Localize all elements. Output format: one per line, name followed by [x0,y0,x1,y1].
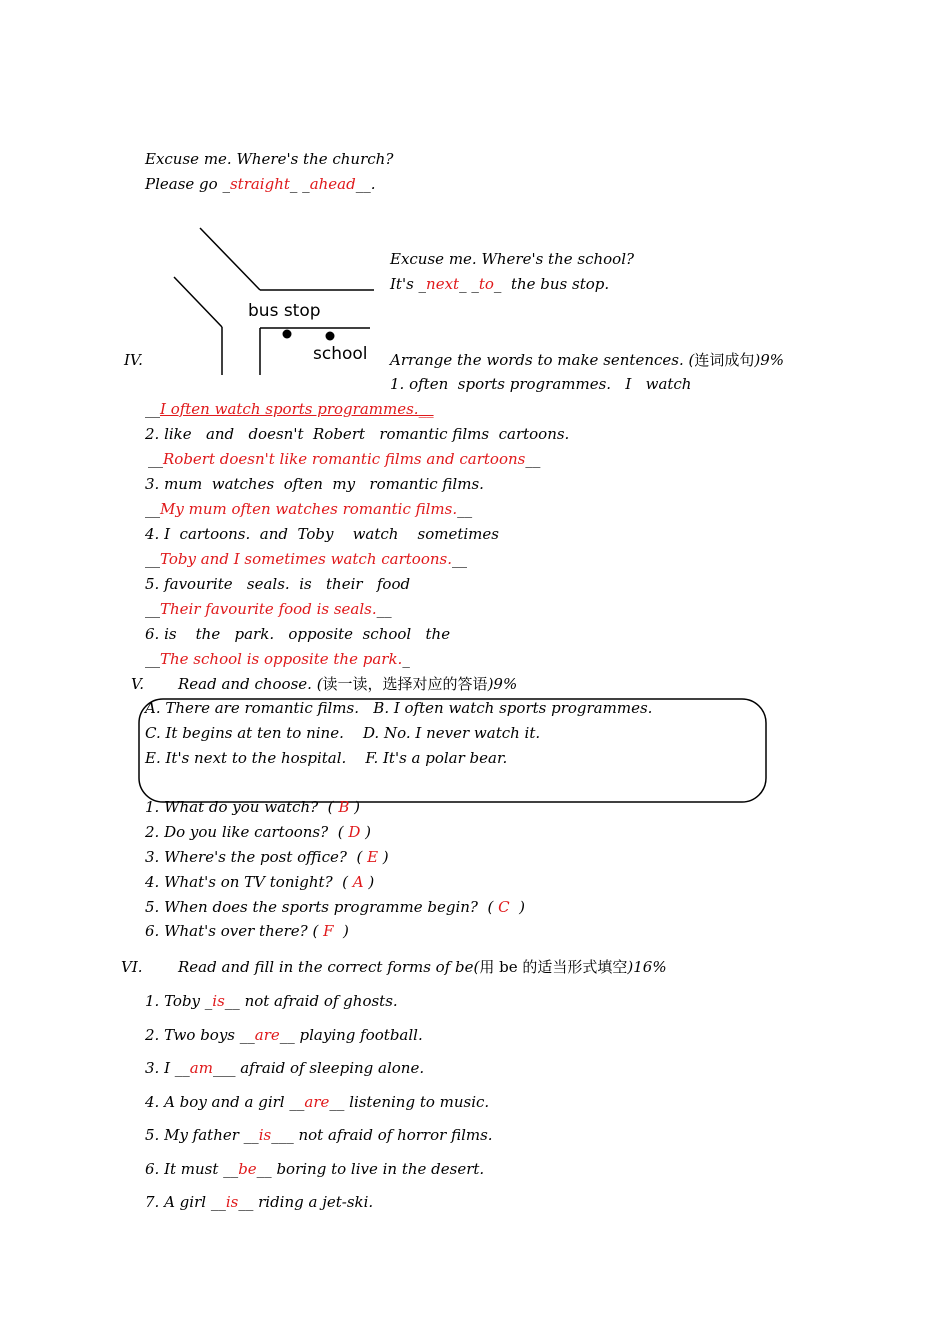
bus-stop-label: bus stop [248,301,321,321]
blank-underscore: __ [457,500,473,518]
blank-underscore: __ [451,550,467,568]
title-en: Arrange the words to make sentences. ( [390,351,695,369]
answer-text: I often watch sports programmes. [160,400,419,418]
item-before: 2. Two boys __ [145,1026,255,1044]
title-cn: 用 be 的适当形式填空 [479,958,628,976]
arrange-answer-6 [145,650,410,668]
choose-question-1 [145,798,360,816]
item-before: 6. It must __ [145,1160,239,1178]
road-line [174,277,222,327]
church-answer-line [145,175,376,193]
church-answer-2: ahead [309,175,356,193]
item-before: 5. My father __ [145,1126,259,1144]
blank-underscore: __ [376,600,392,618]
answer-text: are [304,1093,330,1111]
answer-text: is [212,992,225,1010]
fill-item-5 [145,1126,493,1144]
blank-underscore: __ [145,600,160,618]
paren-close: ) [378,848,389,866]
question-text: 2. Do you like cartoons? ( [145,823,349,841]
answer-letter: D [348,823,361,841]
answer-letter: B [338,798,350,816]
answer-text: My mum often watches romantic films. [160,500,458,518]
question-text: 4. What's on TV tonight? ( [145,873,353,891]
blank-underscore: _ _ [289,175,310,193]
option-line-3: E. It's next to the hospital. F. It's a polar bear. [145,749,508,767]
answer-text: Robert doesn't like romantic films and cartoons [163,450,526,468]
arrange-words-3: 3. mum watches often my romantic films. [145,475,484,493]
question-text: 5. When does the sports programme begin? ( [145,898,499,916]
title-end: )9% [487,675,518,693]
school-answer-2: to [478,275,494,293]
paren-close: ) [349,798,360,816]
arrange-answer-3 [145,500,472,518]
item-after: ___ not afraid of horror films. [271,1126,493,1144]
school-suffix: _ the bus stop. [493,275,610,293]
paren-close: ) [333,922,349,940]
choose-question-3 [145,848,389,866]
section-6-numeral: VI. [121,958,143,976]
answer-text: is [258,1126,272,1144]
arrange-answer-1 [145,400,434,418]
arrange-answer-5 [145,600,392,618]
item-after: __ riding a jet-ski. [238,1193,374,1211]
answer-text: Their favourite food is seals. [160,600,377,618]
title-end: )16% [627,958,667,976]
title-en: Read and choose. ( [178,675,323,693]
arrange-answer-2 [148,450,540,468]
fill-item-3 [145,1059,424,1077]
item-before: 3. I __ [145,1059,190,1077]
blank-underscore: _ [222,175,230,193]
question-text: 6. What's over there? ( [145,922,324,940]
blank-underscore: __ [525,450,541,468]
title-cn: 读一读，选择对应的答语 [322,675,488,693]
paren-close: ) [363,873,375,891]
arrange-words-1: 1. often sports programmes. I watch [390,375,692,393]
section-4-numeral: IV. [124,351,143,369]
arrange-words-2: 2. like and doesn't Robert romantic films cartoons. [145,425,570,443]
answer-letter: C [498,898,510,916]
arrange-words-6: 6. is the park. opposite school the [145,625,451,643]
blank-underscore: __ [418,400,434,418]
item-after: __ listening to music. [329,1093,490,1111]
answer-text: be [238,1160,257,1178]
arrange-words-5: 5. favourite seals. is their food [145,575,411,593]
church-prefix: Please go [145,175,223,193]
fill-item-7 [145,1193,373,1211]
section-4-title [390,351,784,369]
option-line-2: C. It begins at ten to nine. D. No. I never watch it. [145,724,541,742]
blank-underscore: __ [145,550,160,568]
section-5-numeral: V. [131,675,144,693]
answer-text: Toby and I sometimes watch cartoons. [160,550,452,568]
choose-question-6 [145,922,349,940]
answer-text: is [225,1193,239,1211]
answer-letter: A [352,873,364,891]
fill-item-2 [145,1026,423,1044]
arrange-words-4: 4. I cartoons. and Toby watch sometimes [145,525,499,543]
road-line [200,228,260,290]
church-question: Excuse me. Where's the church? [145,150,394,168]
section-6-title [178,958,667,976]
paren-close: ) [360,823,371,841]
item-after: __ playing football. [279,1026,423,1044]
item-before: 7. A girl __ [145,1193,226,1211]
title-end: )9% [754,351,785,369]
bus-stop-dot [283,330,292,339]
choose-question-2 [145,823,371,841]
section-5-title [178,675,517,693]
question-text: 3. Where's the post office? ( [145,848,368,866]
answer-letter: F [323,922,334,940]
fill-item-6 [145,1160,484,1178]
blank-underscore: __ [145,500,160,518]
blank-underscore: __. [355,175,376,193]
item-before: 1. Toby _ [145,992,213,1010]
question-text: 1. What do you watch? ( [145,798,339,816]
blank-underscore: __ [148,450,163,468]
school-prefix: It's _ [390,275,427,293]
item-after: ___ afraid of sleeping alone. [212,1059,425,1077]
answer-text: are [254,1026,280,1044]
school-answer-line [390,275,609,293]
fill-item-4 [145,1093,489,1111]
blank-underscore: _ [402,650,410,668]
fill-item-1 [145,992,398,1010]
choose-question-4 [145,873,374,891]
title-cn: 连词成句 [694,351,755,369]
bus-stop-dot [326,332,335,341]
blank-underscore: _ _ [459,275,479,293]
answer-letter: E [367,848,379,866]
school-answer-1: next [426,275,460,293]
arrange-answer-4 [145,550,467,568]
option-line-1: A. There are romantic films. B. I often watch sports programmes. [145,699,653,717]
title-en: Read and fill in the correct forms of be( [178,958,480,976]
church-answer-1: straight [229,175,290,193]
item-after: __ boring to live in the desert. [256,1160,485,1178]
item-after: __ not afraid of ghosts. [224,992,398,1010]
blank-underscore: __ [145,650,160,668]
paren-close: ) [509,898,525,916]
answer-text: am [189,1059,213,1077]
answer-text: The school is opposite the park. [160,650,403,668]
item-before: 4. A boy and a girl __ [145,1093,305,1111]
school-question: Excuse me. Where's the school? [390,250,635,268]
blank-underscore: __ [145,400,160,418]
school-label: school [313,344,368,364]
choose-question-5 [145,898,525,916]
